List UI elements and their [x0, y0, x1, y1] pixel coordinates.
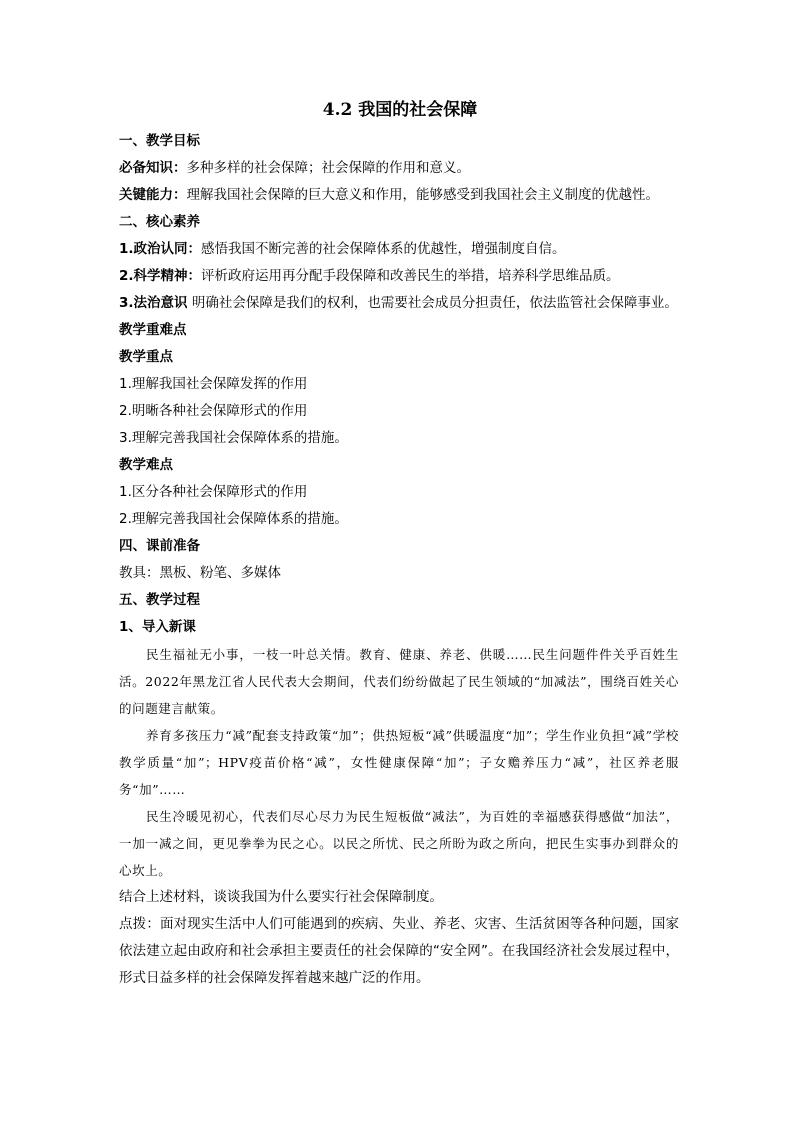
literacy-item-political-label: 1.政治认同： — [119, 241, 202, 257]
key-point-item: 2.明晰各种社会保障形式的作用 — [119, 403, 308, 419]
discussion-question: 结合上述材料，谈谈我国为什么要实行社会保障制度。 — [119, 889, 443, 905]
objective-knowledge-text: 多种多样的社会保障；社会保障的作用和意义。 — [186, 160, 470, 176]
teacher-guidance: 点拨：面对现实生活中人们可能遇到的疾病、失业、养老、灾害、生活贫困等各种问题，国家依法建立起由政府和社会承担主要责任的社会保障的“安全网”。在我国经济社会发展过程中，形式日益多样的社会保障发挥着越来越广泛的作用。 — [119, 916, 679, 986]
section-heading-objectives: 一、教学目标 — [119, 133, 200, 149]
objective-ability-label: 关键能力： — [119, 187, 187, 203]
literacy-item-political-text: 感悟我国不断完善的社会保障体系的优越性，增强制度自信。 — [201, 241, 566, 257]
literacy-item-science-label: 2.科学精神： — [119, 268, 202, 284]
literacy-item-law — [119, 290, 679, 317]
document-content — [119, 96, 679, 992]
literacy-item-science — [119, 263, 679, 290]
material-paragraph-2: 养育多孩压力“减”配套支持政策“加”；供热短板“减”供暖温度“加”；学生作业负担“减”学校教学质量“加”；HPV疫苗价格“减”，女性健康保障“加”；子女赡养压力“减”，社区养老服务“加”…… — [119, 728, 679, 797]
objective-ability — [119, 182, 679, 209]
material-paragraph-3: 民生冷暖见初心，代表们尽心尽力为民生短板做“减法”，为百姓的幸福感获得感做“加法”，一加一减之间，更见拳拳为民之心。以民之所忧、民之所盼为政之所向，把民生实事办到群众的心坎上。 — [119, 809, 679, 878]
preparation-tools: 教具：黑板、粉笔、多媒体 — [119, 565, 281, 581]
material-paragraph-1: 民生福祉无小事，一枝一叶总关情。教育、健康、养老、供暖……民生问题件件关乎百姓生活。2022年黑龙江省人民代表大会期间，代表们纷纷做起了民生领域的“加减法”，围绕百姓关心的问题建言献策。 — [119, 647, 679, 716]
objective-knowledge-label: 必备知识： — [119, 160, 187, 176]
key-point-item: 3.理解完善我国社会保障体系的措施。 — [119, 430, 348, 446]
section-heading-key-difficult: 教学重难点 — [119, 322, 187, 338]
difficult-point-item: 2.理解完善我国社会保障体系的措施。 — [119, 511, 348, 527]
difficult-point-item: 1.区分各种社会保障形式的作用 — [119, 484, 308, 500]
literacy-item-law-label: 3.法治意识 — [119, 295, 188, 311]
section-heading-process: 五、教学过程 — [119, 592, 200, 608]
literacy-item-law-text: 明确社会保障是我们的权利，也需要社会成员分担责任，依法监管社会保障事业。 — [187, 295, 678, 311]
section-heading-literacy: 二、核心素养 — [119, 214, 200, 230]
objective-ability-text: 理解我国社会保障的巨大意义和作用，能够感受到我国社会主义制度的优越性。 — [186, 187, 659, 203]
literacy-item-political — [119, 236, 679, 263]
subheading-introduction: 1、导入新课 — [119, 619, 196, 635]
section-heading-preparation: 四、课前准备 — [119, 538, 200, 554]
subheading-difficult-points: 教学难点 — [119, 457, 173, 473]
page-title: 4.2 我国的社会保障 — [322, 100, 478, 120]
objective-knowledge — [119, 155, 679, 182]
key-point-item: 1.理解我国社会保障发挥的作用 — [119, 376, 308, 392]
literacy-item-science-text: 评析政府运用再分配手段保障和改善民生的举措，培养科学思维品质。 — [201, 268, 620, 284]
subheading-key-points: 教学重点 — [119, 349, 173, 365]
